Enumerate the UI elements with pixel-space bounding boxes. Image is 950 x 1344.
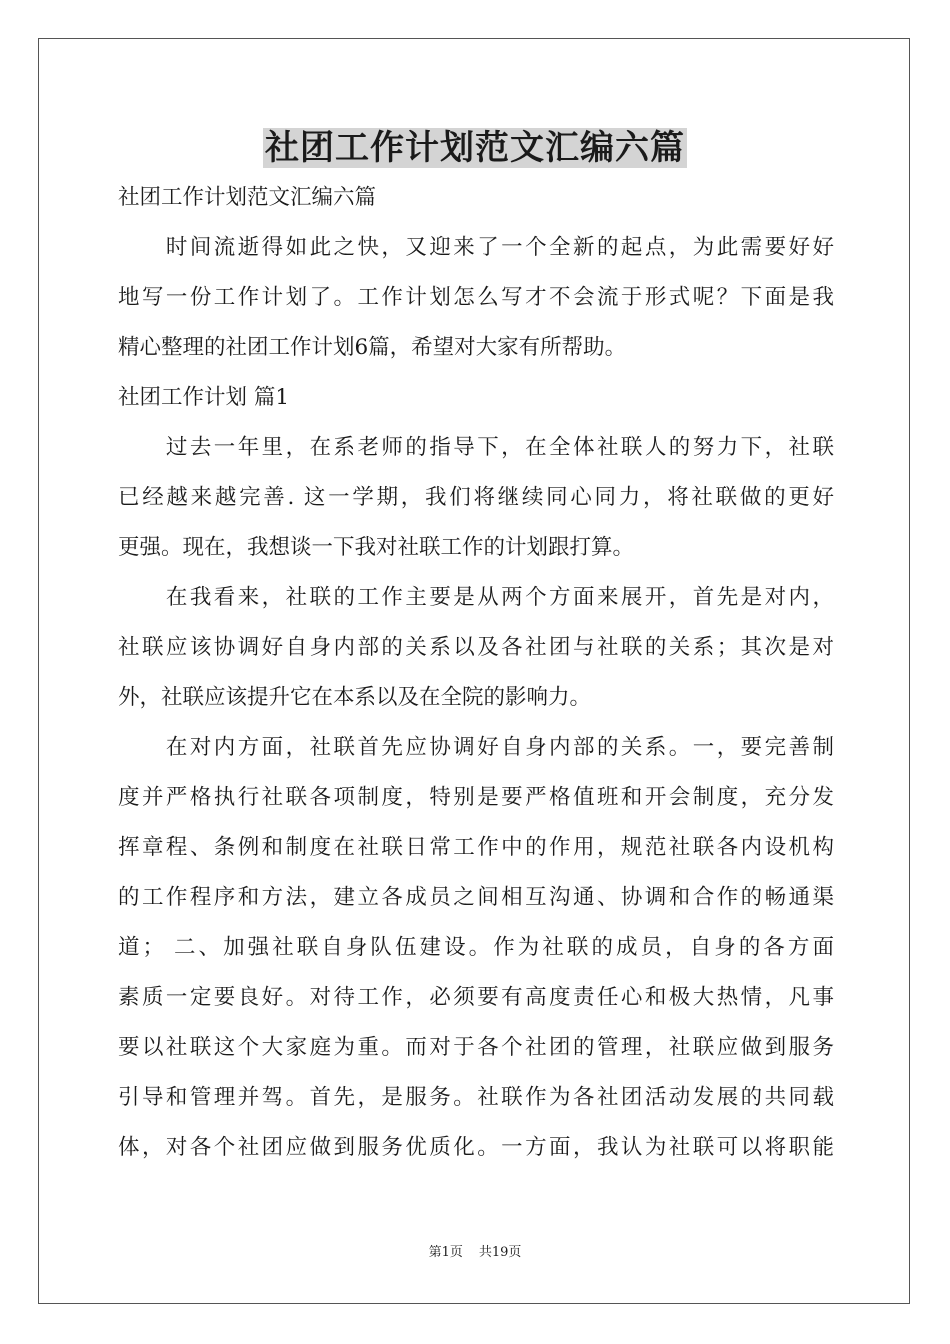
body-line: 在对内方面，社联首先应协调好自身内部的关系。一，要完善制 (118, 735, 834, 760)
page-frame (38, 38, 910, 1304)
body-line: 时间流逝得如此之快，又迎来了一个全新的起点，为此需要好好 (118, 235, 834, 260)
body-line: 的工作程序和方法，建立各成员之间相互沟通、协调和合作的畅通渠 (118, 885, 834, 910)
body-line: 在我看来，社联的工作主要是从两个方面来展开，首先是对内， (118, 585, 834, 610)
body-line: 挥章程、条例和制度在社联日常工作中的作用，规范社联各内设机构 (118, 835, 834, 860)
document-title-text: 社团工作计划范文汇编六篇 (265, 128, 685, 168)
body-line: 要以社联这个大家庭为重。而对于各个社团的管理，社联应做到服务 (118, 1035, 834, 1060)
body-line: 已经越来越完善. 这一学期，我们将继续同心同力，将社联做的更好 (118, 485, 834, 510)
body-line: 引导和管理并驾。首先，是服务。社联作为各社团活动发展的共同载 (118, 1085, 834, 1110)
body-line: 道； 二、加强社联自身队伍建设。作为社联的成员，自身的各方面 (118, 935, 834, 960)
body-line: 体，对各个社团应做到服务优质化。一方面，我认为社联可以将职能 (118, 1135, 834, 1160)
page-footer (0, 1244, 950, 1262)
body-line: 度并严格执行社联各项制度，特别是要严格值班和开会制度，充分发 (118, 785, 834, 810)
body-line: 过去一年里，在系老师的指导下，在全体社联人的努力下，社联 (118, 435, 834, 460)
section-heading: 社团工作计划 篇1 (118, 385, 290, 410)
page-total: 共19页 (478, 1245, 522, 1260)
body-line: 外，社联应该提升它在本系以及在全院的影响力。 (118, 685, 592, 710)
document-title (0, 122, 950, 174)
body-line: 精心整理的社团工作计划6篇，希望对大家有所帮助。 (118, 335, 627, 360)
body-line: 更强。现在，我想谈一下我对社联工作的计划跟打算。 (118, 535, 635, 560)
body-line: 地写一份工作计划了。工作计划怎么写才不会流于形式呢？下面是我 (118, 285, 834, 310)
document-subtitle: 社团工作计划范文汇编六篇 (118, 185, 377, 210)
page-number: 第1页 (428, 1245, 463, 1260)
body-line: 社联应该协调好自身内部的关系以及各社团与社联的关系；其次是对 (118, 635, 834, 660)
body-line: 素质一定要良好。对待工作，必须要有高度责任心和极大热情，凡事 (118, 985, 834, 1010)
